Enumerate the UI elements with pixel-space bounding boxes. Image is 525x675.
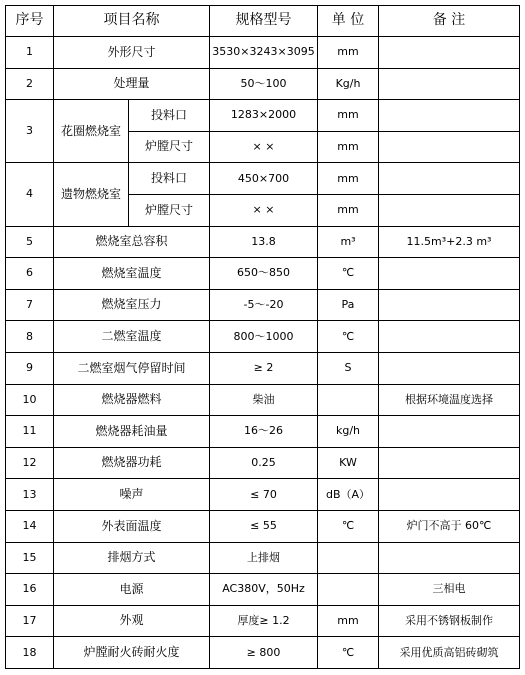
item-name: 外表面温度 <box>54 510 210 542</box>
spec-cell: 厚度≥ 1.2 <box>210 605 318 637</box>
table-row <box>6 479 520 511</box>
note-cell <box>379 352 520 384</box>
row-number: 17 <box>6 605 54 637</box>
spec-cell: 3530×3243×3095 <box>210 37 318 69</box>
unit-cell: mm <box>318 163 379 195</box>
note-cell <box>379 321 520 353</box>
table-row <box>6 163 520 195</box>
note-cell <box>379 479 520 511</box>
note-cell <box>379 416 520 448</box>
row-number: 13 <box>6 479 54 511</box>
table-body <box>6 37 520 669</box>
item-name: 处理量 <box>54 68 210 100</box>
row-number: 15 <box>6 542 54 574</box>
table-row <box>6 605 520 637</box>
spec-cell: 800～1000 <box>210 321 318 353</box>
unit-cell: mm <box>318 194 379 226</box>
row-number: 9 <box>6 352 54 384</box>
item-name: 炉膛耐火砖耐火度 <box>54 637 210 669</box>
note-cell <box>379 68 520 100</box>
unit-cell: KW <box>318 447 379 479</box>
spec-cell: 1283×2000 <box>210 100 318 132</box>
note-cell: 三相电 <box>379 574 520 606</box>
sub-item-name: 投料口 <box>129 163 210 195</box>
row-number: 4 <box>6 163 54 226</box>
table-row <box>6 447 520 479</box>
item-name: 电源 <box>54 574 210 606</box>
note-cell: 11.5m³+2.3 m³ <box>379 226 520 258</box>
spec-cell: 柴油 <box>210 384 318 416</box>
spec-cell: × × <box>210 194 318 226</box>
group-name: 花圈燃烧室 <box>54 100 129 163</box>
row-number: 6 <box>6 258 54 290</box>
item-name: 燃烧器燃料 <box>54 384 210 416</box>
table-row <box>6 289 520 321</box>
unit-cell: ℃ <box>318 510 379 542</box>
table-row <box>6 226 520 258</box>
table-row <box>6 37 520 69</box>
unit-cell: ℃ <box>318 258 379 290</box>
note-cell: 根据环境温度选择 <box>379 384 520 416</box>
unit-cell: S <box>318 352 379 384</box>
note-cell <box>379 194 520 226</box>
row-number: 12 <box>6 447 54 479</box>
row-number: 8 <box>6 321 54 353</box>
note-cell <box>379 542 520 574</box>
unit-cell: kg/h <box>318 416 379 448</box>
note-cell <box>379 289 520 321</box>
table-row <box>6 258 520 290</box>
spec-cell: 450×700 <box>210 163 318 195</box>
table-row <box>6 574 520 606</box>
spec-cell: 650～850 <box>210 258 318 290</box>
spec-table <box>5 5 520 669</box>
header-no: 序号 <box>6 6 54 37</box>
spec-cell: ≥ 2 <box>210 352 318 384</box>
row-number: 10 <box>6 384 54 416</box>
item-name: 燃烧室总容积 <box>54 226 210 258</box>
unit-cell: dB（A） <box>318 479 379 511</box>
sub-item-name: 投料口 <box>129 100 210 132</box>
spec-cell: 50～100 <box>210 68 318 100</box>
table-row <box>6 637 520 669</box>
item-name: 排烟方式 <box>54 542 210 574</box>
note-cell: 采用不锈钢板制作 <box>379 605 520 637</box>
note-cell <box>379 100 520 132</box>
unit-cell: ℃ <box>318 321 379 353</box>
item-name: 外观 <box>54 605 210 637</box>
item-name: 燃烧器功耗 <box>54 447 210 479</box>
item-name: 燃烧室温度 <box>54 258 210 290</box>
row-number: 18 <box>6 637 54 669</box>
row-number: 7 <box>6 289 54 321</box>
spec-cell: 13.8 <box>210 226 318 258</box>
table-row <box>6 321 520 353</box>
unit-cell: mm <box>318 605 379 637</box>
unit-cell <box>318 384 379 416</box>
item-name: 外形尺寸 <box>54 37 210 69</box>
header-note: 备 注 <box>379 6 520 37</box>
note-cell: 采用优质高铝砖砌筑 <box>379 637 520 669</box>
spec-cell: ≤ 55 <box>210 510 318 542</box>
header-item: 项目名称 <box>54 6 210 37</box>
table-row <box>6 384 520 416</box>
unit-cell <box>318 574 379 606</box>
unit-cell: mm <box>318 100 379 132</box>
note-cell: 炉门不高于 60℃ <box>379 510 520 542</box>
note-cell <box>379 258 520 290</box>
row-number: 11 <box>6 416 54 448</box>
header-spec: 规格型号 <box>210 6 318 37</box>
spec-cell: 上排烟 <box>210 542 318 574</box>
spec-cell: ≥ 800 <box>210 637 318 669</box>
spec-cell: AC380V，50Hz <box>210 574 318 606</box>
table-row <box>6 100 520 132</box>
row-number: 2 <box>6 68 54 100</box>
sub-item-name: 炉膛尺寸 <box>129 131 210 163</box>
unit-cell <box>318 542 379 574</box>
note-cell <box>379 447 520 479</box>
item-name: 二燃室烟气停留时间 <box>54 352 210 384</box>
row-number: 3 <box>6 100 54 163</box>
table-row <box>6 542 520 574</box>
spec-cell: × × <box>210 131 318 163</box>
item-name: 二燃室温度 <box>54 321 210 353</box>
unit-cell: m³ <box>318 226 379 258</box>
table-row <box>6 68 520 100</box>
group-name: 遗物燃烧室 <box>54 163 129 226</box>
item-name: 噪声 <box>54 479 210 511</box>
row-number: 5 <box>6 226 54 258</box>
note-cell <box>379 131 520 163</box>
row-number: 16 <box>6 574 54 606</box>
header-unit: 单 位 <box>318 6 379 37</box>
spec-cell: 16～26 <box>210 416 318 448</box>
table-row <box>6 416 520 448</box>
item-name: 燃烧室压力 <box>54 289 210 321</box>
spec-cell: ≤ 70 <box>210 479 318 511</box>
note-cell <box>379 163 520 195</box>
item-name: 燃烧器耗油量 <box>54 416 210 448</box>
unit-cell: mm <box>318 131 379 163</box>
row-number: 14 <box>6 510 54 542</box>
header-row <box>6 6 520 37</box>
sub-item-name: 炉膛尺寸 <box>129 194 210 226</box>
row-number: 1 <box>6 37 54 69</box>
note-cell <box>379 37 520 69</box>
unit-cell: Kg/h <box>318 68 379 100</box>
unit-cell: mm <box>318 37 379 69</box>
table-row <box>6 352 520 384</box>
unit-cell: ℃ <box>318 637 379 669</box>
spec-cell: 0.25 <box>210 447 318 479</box>
spec-cell: -5～-20 <box>210 289 318 321</box>
unit-cell: Pa <box>318 289 379 321</box>
table-row <box>6 510 520 542</box>
